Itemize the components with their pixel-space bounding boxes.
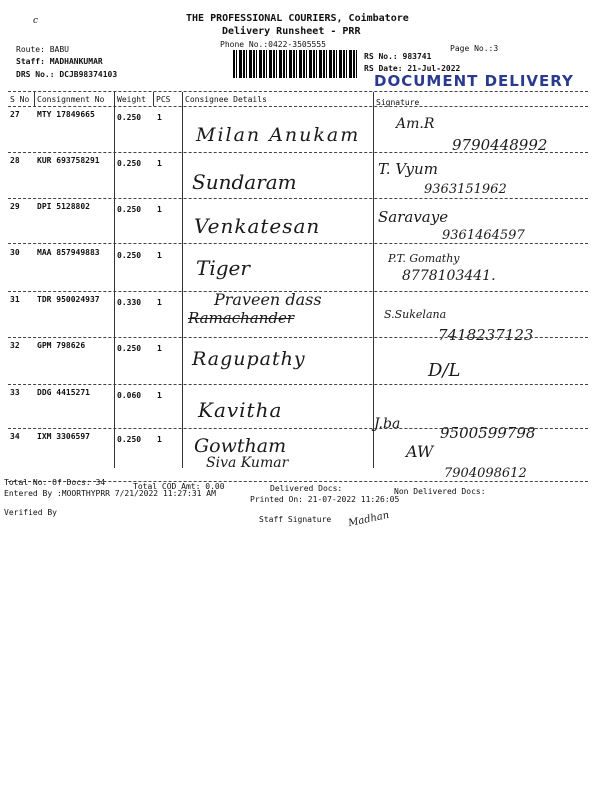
row-signature: J.ba [374,416,401,432]
row-consignment: DDG 4415271 [37,388,90,397]
col-consignee: Consignee Details [185,95,267,104]
col-sep [34,92,35,106]
row-weight: 0.250 [117,251,142,260]
row-phone: 7904098612 [444,466,527,481]
row-divider [8,152,588,153]
rs-date: RS Date: 21-Jul-2022 [364,64,461,73]
verified-by: Verified By [4,508,57,517]
printed-on: Printed On: 21-07-2022 11:26:05 [250,495,400,504]
row-divider [8,337,588,338]
corner-mark: c [33,16,39,26]
staff: Staff: MADHANKUMAR [16,57,103,66]
col-weight: Weight [117,95,146,104]
entered-by: Entered By :MOORTHYPRR 7/21/2022 11:27:31 AM [4,489,216,498]
row-consignee: Gowtham [194,435,287,457]
row-consignment: MTY 17849665 [37,110,95,119]
row-sno: 31 [10,295,20,304]
non-delivered-docs: Non Delivered Docs: [394,487,486,496]
col-sep [153,92,154,106]
row-pcs: 1 [157,344,162,353]
row-sno: 34 [10,432,20,441]
row-pcs: 1 [157,113,162,122]
row-consignee: Milan Anukam [196,124,361,146]
row-consignee-struck: Ramachander [188,309,295,327]
header-divider-bottom [8,106,588,107]
row-pcs: 1 [157,435,162,444]
delivered-docs: Delivered Docs: [270,484,343,493]
row-pcs: 1 [157,391,162,400]
row-weight: 0.250 [117,159,142,168]
row-phone: 9790448992 [452,136,548,154]
col-sep [182,92,183,468]
row-signature: T. Vyum [378,160,438,178]
row-consignee: Kavitha [198,398,283,422]
row-sno: 29 [10,202,20,211]
row-weight: 0.250 [117,344,142,353]
row-pcs: 1 [157,159,162,168]
total-docs: Total No. Of Docs: 34 [4,478,106,487]
row-phone: 9500599798 [440,424,536,442]
row-divider [8,198,588,199]
row-pcs: 1 [157,298,162,307]
row-phone: 8778103441. [402,268,496,284]
row-weight: 0.060 [117,391,142,400]
row-divider [8,243,588,244]
row-signature: D/L [428,360,461,381]
row-sno: 27 [10,110,20,119]
row-consignee: Tiger [196,256,250,280]
barcode [233,50,357,78]
row-consignee-second: Siva Kumar [206,455,289,471]
drs-number: DRS No.: DCJB98374103 [16,70,118,79]
row-signature: P.T. Gomathy [388,252,460,265]
row-signature: S.Sukelana [384,308,447,321]
company-name: THE PROFESSIONAL COURIERS, Coimbatore [186,13,409,24]
row-phone: 7418237123 [438,326,534,344]
row-weight: 0.250 [117,205,142,214]
phone-number: Phone No.:0422-3505555 [220,40,326,49]
row-phone: 9361464597 [442,228,525,243]
row-weight: 0.250 [117,113,142,122]
route: Route: BABU [16,45,69,54]
row-consignment: MAA 857949883 [37,248,100,257]
col-consignment: Consignment No [37,95,105,104]
row-consignee: Praveen dass [214,290,322,309]
runsheet-title: Delivery Runsheet - PRR [222,26,361,37]
row-pcs: 1 [157,251,162,260]
row-signature: Saravaye [378,208,449,226]
row-consignee: Sundaram [192,170,297,194]
col-sep [114,92,115,468]
col-sno: S No [10,95,30,104]
row-consignment: DPI 5128802 [37,202,90,211]
row-consignee: Venkatesan [194,214,321,238]
row-divider [8,384,588,385]
total-cod: Total COD Amt: 0.00 [133,482,225,491]
row-pcs: 1 [157,205,162,214]
staff-signature-label: Staff Signature [259,515,332,524]
row-consignment: IXM 3306597 [37,432,90,441]
page-number: Page No.:3 [450,44,499,53]
row-consignment: GPM 798626 [37,341,86,350]
row-consignee: Ragupathy [192,348,306,370]
row-sno: 33 [10,388,20,397]
col-sep [373,92,374,468]
row-weight: 0.330 [117,298,142,307]
row-signature: Am.R [396,116,435,132]
row-phone: 9363151962 [424,182,507,197]
row-weight: 0.250 [117,435,142,444]
row-signature: AW [406,442,434,461]
row-sno: 28 [10,156,20,165]
row-consignment: KUR 693758291 [37,156,100,165]
document-delivery-stamp: DOCUMENT DELIVERY [374,72,574,90]
header-divider-top [8,91,588,92]
staff-signature-hand: Madhan [347,509,391,530]
row-divider [8,428,588,429]
col-signature: Signature [376,98,420,107]
rs-number: RS No.: 983741 [364,52,432,61]
col-pcs: PCS [156,95,171,104]
row-sno: 32 [10,341,20,350]
row-consignment: TDR 950024937 [37,295,100,304]
row-sno: 30 [10,248,20,257]
